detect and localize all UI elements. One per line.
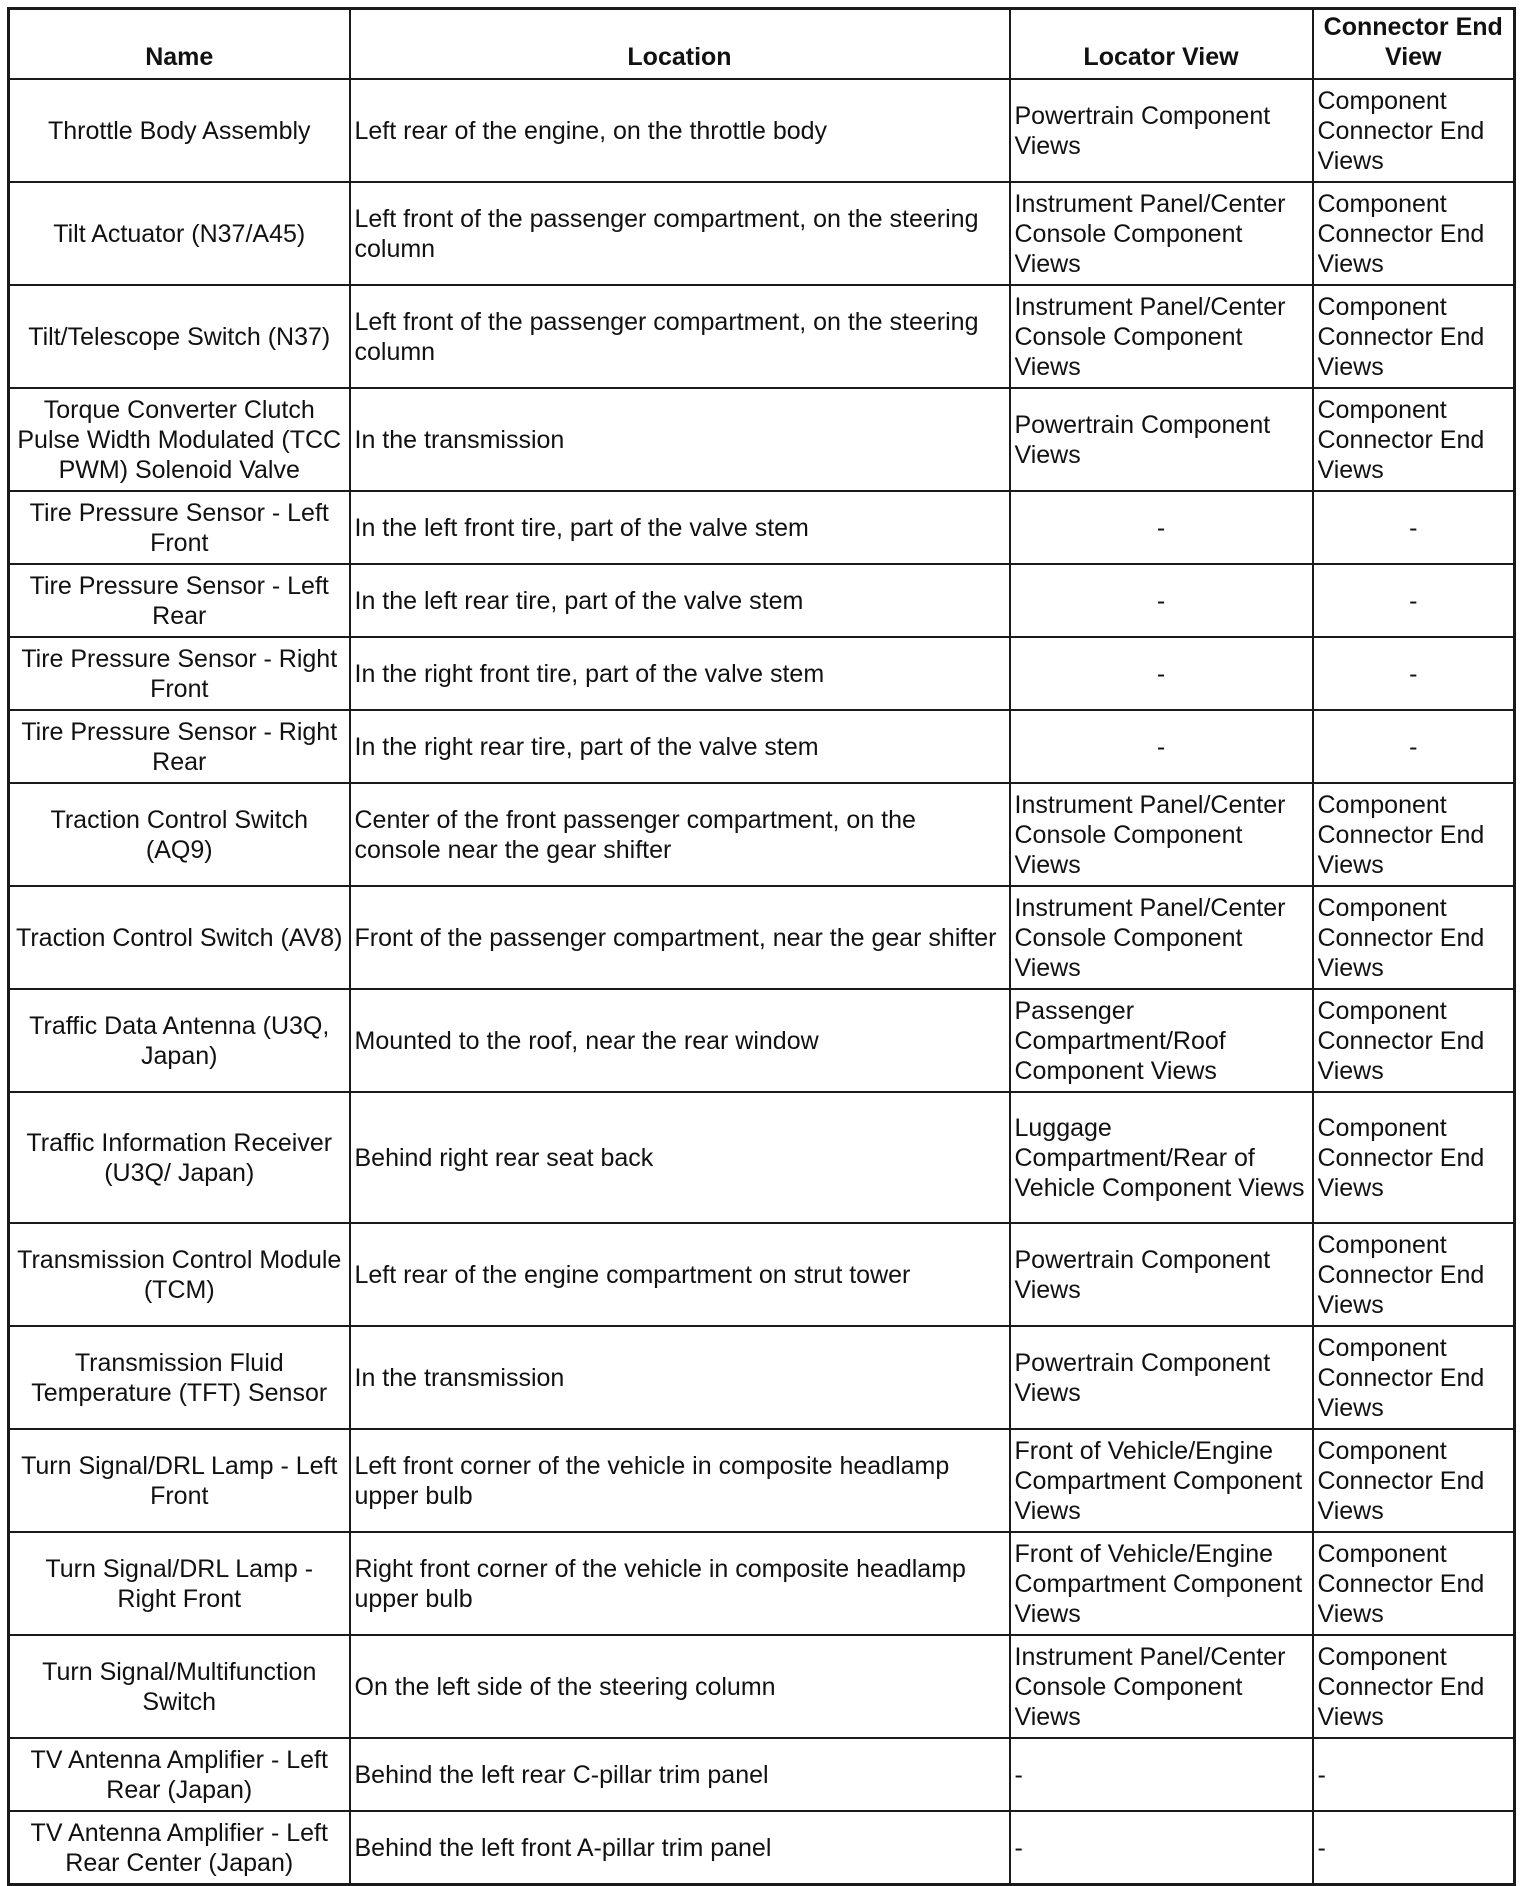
cell-connector-end-view: - xyxy=(1313,1738,1515,1811)
cell-name: Traction Control Switch (AQ9) xyxy=(9,783,350,886)
table-row xyxy=(9,388,1515,491)
cell-connector-end-view: Component Connector End Views xyxy=(1313,1429,1515,1532)
cell-name: Traffic Data Antenna (U3Q, Japan) xyxy=(9,989,350,1092)
cell-connector-end-view: Component Connector End Views xyxy=(1313,1092,1515,1223)
cell-location: Behind the left front A-pillar trim panel xyxy=(350,1811,1010,1885)
cell-connector-end-view: - xyxy=(1313,1811,1515,1885)
header-connector-end-view: Connector End View xyxy=(1313,9,1515,80)
cell-connector-end-view: Component Connector End Views xyxy=(1313,182,1515,285)
cell-name: Tire Pressure Sensor - Left Front xyxy=(9,491,350,564)
cell-location: Mounted to the roof, near the rear window xyxy=(350,989,1010,1092)
cell-locator-view: Front of Vehicle/Engine Compartment Component Views xyxy=(1010,1429,1313,1532)
cell-name: Turn Signal/Multifunction Switch xyxy=(9,1635,350,1738)
table-row xyxy=(9,886,1515,989)
cell-locator-view: Powertrain Component Views xyxy=(1010,388,1313,491)
cell-connector-end-view: - xyxy=(1313,564,1515,637)
cell-name: Tilt Actuator (N37/A45) xyxy=(9,182,350,285)
cell-connector-end-view: Component Connector End Views xyxy=(1313,886,1515,989)
table-row xyxy=(9,1811,1515,1885)
header-locator-view: Locator View xyxy=(1010,9,1313,80)
cell-locator-view: Instrument Panel/Center Console Component Views xyxy=(1010,783,1313,886)
cell-location: Left front of the passenger compartment, on the steering column xyxy=(350,182,1010,285)
cell-location: Left front of the passenger compartment, on the steering column xyxy=(350,285,1010,388)
cell-location: Front of the passenger compartment, near the gear shifter xyxy=(350,886,1010,989)
cell-name: Turn Signal/DRL Lamp - Right Front xyxy=(9,1532,350,1635)
cell-locator-view: Front of Vehicle/Engine Compartment Component Views xyxy=(1010,1532,1313,1635)
cell-connector-end-view: - xyxy=(1313,710,1515,783)
cell-locator-view: Instrument Panel/Center Console Component Views xyxy=(1010,285,1313,388)
cell-location: Left rear of the engine, on the throttle body xyxy=(350,79,1010,182)
cell-connector-end-view: Component Connector End Views xyxy=(1313,1635,1515,1738)
cell-location: Left rear of the engine compartment on strut tower xyxy=(350,1223,1010,1326)
table-row xyxy=(9,182,1515,285)
table-row xyxy=(9,79,1515,182)
cell-locator-view: Passenger Compartment/Roof Component Views xyxy=(1010,989,1313,1092)
table-row xyxy=(9,1429,1515,1532)
cell-name: Transmission Control Module (TCM) xyxy=(9,1223,350,1326)
table-row xyxy=(9,1092,1515,1223)
cell-locator-view: Instrument Panel/Center Console Component Views xyxy=(1010,182,1313,285)
document-page xyxy=(7,7,1516,1886)
cell-connector-end-view: Component Connector End Views xyxy=(1313,1223,1515,1326)
cell-location: Behind right rear seat back xyxy=(350,1092,1010,1223)
cell-location: In the right front tire, part of the valve stem xyxy=(350,637,1010,710)
cell-locator-view: Powertrain Component Views xyxy=(1010,79,1313,182)
cell-location: In the transmission xyxy=(350,388,1010,491)
cell-locator-view: Luggage Compartment/Rear of Vehicle Component Views xyxy=(1010,1092,1313,1223)
table-row xyxy=(9,285,1515,388)
table-row xyxy=(9,1738,1515,1811)
cell-locator-view: - xyxy=(1010,1811,1313,1885)
cell-name: TV Antenna Amplifier - Left Rear (Japan) xyxy=(9,1738,350,1811)
cell-locator-view: - xyxy=(1010,491,1313,564)
cell-location: Behind the left rear C-pillar trim panel xyxy=(350,1738,1010,1811)
cell-locator-view: - xyxy=(1010,637,1313,710)
cell-connector-end-view: Component Connector End Views xyxy=(1313,1326,1515,1429)
table-row xyxy=(9,989,1515,1092)
table-row xyxy=(9,564,1515,637)
cell-locator-view: - xyxy=(1010,564,1313,637)
table-row xyxy=(9,710,1515,783)
cell-name: Throttle Body Assembly xyxy=(9,79,350,182)
table-row xyxy=(9,1532,1515,1635)
header-location: Location xyxy=(350,9,1010,80)
cell-locator-view: Instrument Panel/Center Console Component Views xyxy=(1010,886,1313,989)
component-locator-table xyxy=(7,7,1516,1886)
cell-locator-view: Powertrain Component Views xyxy=(1010,1223,1313,1326)
table-row xyxy=(9,783,1515,886)
cell-name: Traction Control Switch (AV8) xyxy=(9,886,350,989)
cell-locator-view: Powertrain Component Views xyxy=(1010,1326,1313,1429)
cell-location: In the left front tire, part of the valve stem xyxy=(350,491,1010,564)
cell-name: Tire Pressure Sensor - Right Rear xyxy=(9,710,350,783)
cell-locator-view: Instrument Panel/Center Console Component Views xyxy=(1010,1635,1313,1738)
cell-name: Turn Signal/DRL Lamp - Left Front xyxy=(9,1429,350,1532)
table-row xyxy=(9,491,1515,564)
cell-name: Traffic Information Receiver (U3Q/ Japan) xyxy=(9,1092,350,1223)
cell-location: Left front corner of the vehicle in composite headlamp upper bulb xyxy=(350,1429,1010,1532)
cell-name: Torque Converter Clutch Pulse Width Modulated (TCC PWM) Solenoid Valve xyxy=(9,388,350,491)
cell-name: TV Antenna Amplifier - Left Rear Center (Japan) xyxy=(9,1811,350,1885)
cell-location: On the left side of the steering column xyxy=(350,1635,1010,1738)
cell-location: Right front corner of the vehicle in composite headlamp upper bulb xyxy=(350,1532,1010,1635)
cell-connector-end-view: Component Connector End Views xyxy=(1313,989,1515,1092)
cell-connector-end-view: - xyxy=(1313,637,1515,710)
cell-location: In the transmission xyxy=(350,1326,1010,1429)
cell-name: Tire Pressure Sensor - Right Front xyxy=(9,637,350,710)
cell-location: In the right rear tire, part of the valve stem xyxy=(350,710,1010,783)
cell-connector-end-view: Component Connector End Views xyxy=(1313,285,1515,388)
cell-connector-end-view: Component Connector End Views xyxy=(1313,79,1515,182)
table-row xyxy=(9,1635,1515,1738)
table-row xyxy=(9,637,1515,710)
cell-name: Transmission Fluid Temperature (TFT) Sensor xyxy=(9,1326,350,1429)
cell-name: Tilt/Telescope Switch (N37) xyxy=(9,285,350,388)
header-name: Name xyxy=(9,9,350,80)
table-row xyxy=(9,1223,1515,1326)
cell-locator-view: - xyxy=(1010,1738,1313,1811)
cell-location: Center of the front passenger compartment, on the console near the gear shifter xyxy=(350,783,1010,886)
cell-connector-end-view: Component Connector End Views xyxy=(1313,1532,1515,1635)
cell-connector-end-view: Component Connector End Views xyxy=(1313,388,1515,491)
cell-connector-end-view: Component Connector End Views xyxy=(1313,783,1515,886)
table-row xyxy=(9,1326,1515,1429)
cell-name: Tire Pressure Sensor - Left Rear xyxy=(9,564,350,637)
cell-location: In the left rear tire, part of the valve stem xyxy=(350,564,1010,637)
table-header-row xyxy=(9,9,1515,80)
cell-connector-end-view: - xyxy=(1313,491,1515,564)
cell-locator-view: - xyxy=(1010,710,1313,783)
